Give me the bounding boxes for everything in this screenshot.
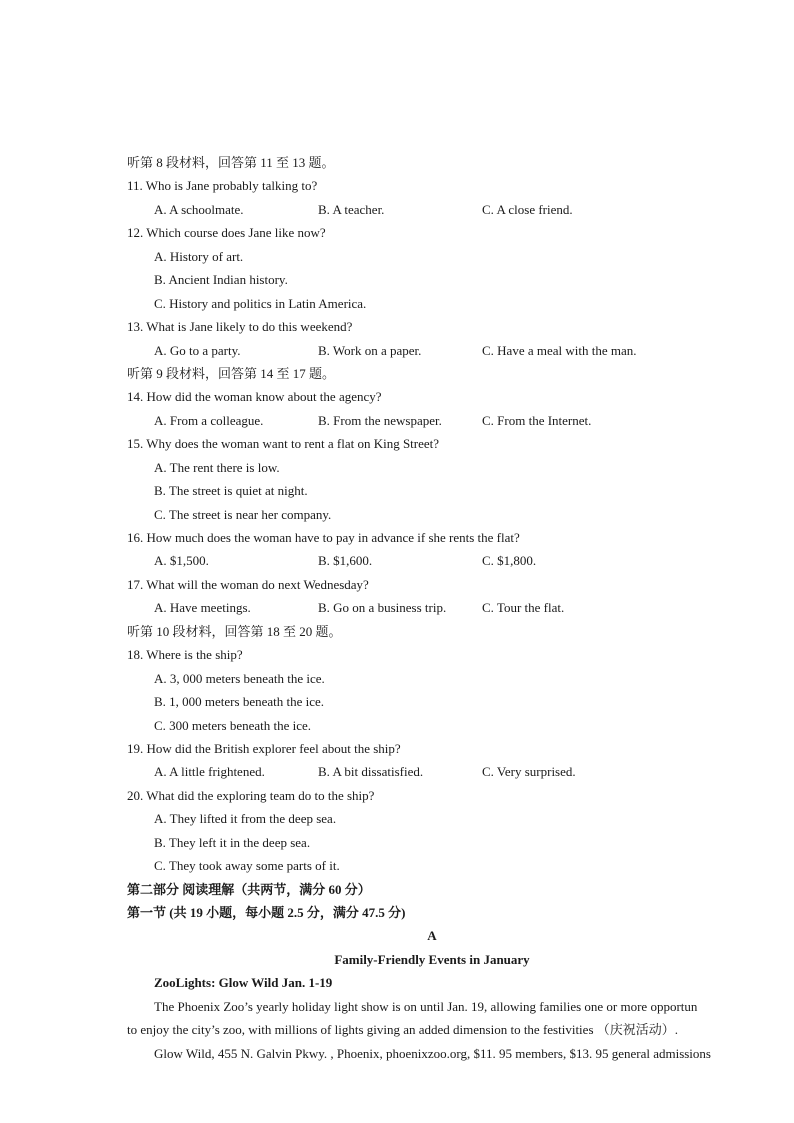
option-c: C. 300 meters beneath the ice. xyxy=(154,717,312,733)
option-a: A. A little frightened. xyxy=(154,764,265,780)
option-b: B. The street is quiet at night. xyxy=(154,483,308,499)
question-18: 18. Where is the ship? xyxy=(127,647,243,663)
options-row xyxy=(127,409,737,432)
option-c: C. From the Internet. xyxy=(482,412,592,428)
option-b: B. A teacher. xyxy=(318,201,385,217)
question-11: 11. Who is Jane probably talking to? xyxy=(127,178,318,194)
option-c: C. Very surprised. xyxy=(482,764,576,780)
option-c: C. History and politics in Latin America. xyxy=(154,295,367,311)
question-20: 20. What did the exploring team do to the ship? xyxy=(127,787,375,803)
options-row xyxy=(127,339,737,362)
option-c: C. They took away some parts of it. xyxy=(154,858,340,874)
option-b: B. They left it in the deep sea. xyxy=(154,834,311,850)
option-b: B. $1,600. xyxy=(318,553,373,569)
section-heading: 第一节 (共 19 小题，每小题 2.5 分，满分 47.5 分) xyxy=(127,905,406,920)
options-row xyxy=(127,198,737,221)
option-b: B. 1, 000 meters beneath the ice. xyxy=(154,694,325,710)
option-b: B. Go on a business trip. xyxy=(318,600,447,616)
paragraph-line: Glow Wild, 455 N. Galvin Pkwy. , Phoenix, phoenixzoo.org, $11. 95 members, $13. 95 general admissions xyxy=(154,1045,711,1061)
option-a: A. From a colleague. xyxy=(154,412,264,428)
option-b: B. From the newspaper. xyxy=(318,412,442,428)
passage-letter: A xyxy=(427,928,437,944)
paragraph-line: The Phoenix Zoo’s yearly holiday light show is on until Jan. 19, allowing families one or more opportun xyxy=(154,998,698,1014)
option-c: C. Have a meal with the man. xyxy=(482,342,637,358)
option-c: C. A close friend. xyxy=(482,201,573,217)
option-b: B. Work on a paper. xyxy=(318,342,422,358)
question-19: 19. How did the British explorer feel about the ship? xyxy=(127,740,401,756)
option-c: C. Tour the flat. xyxy=(482,600,565,616)
question-16: 16. How much does the woman have to pay in advance if she rents the flat? xyxy=(127,530,520,545)
options-row xyxy=(127,596,737,619)
question-13: 13. What is Jane likely to do this weekend? xyxy=(127,319,353,335)
options-row xyxy=(127,549,737,572)
option-a: A. History of art. xyxy=(154,248,244,264)
option-a: A. The rent there is low. xyxy=(154,459,280,475)
option-a: A. $1,500. xyxy=(154,553,209,569)
options-row xyxy=(127,760,737,783)
section-instruction: 听第 8 段材料，回答第 11 至 13 题。 xyxy=(127,155,335,170)
section-instruction: 听第 9 段材料，回答第 14 至 17 题。 xyxy=(127,365,336,381)
option-b: B. A bit dissatisfied. xyxy=(318,764,424,780)
exam-page xyxy=(127,151,737,1065)
paragraph-line: to enjoy the city’s zoo, with millions of lights giving an added dimension to the festivities （庆祝活动）. xyxy=(127,1022,679,1038)
event-title: ZooLights: Glow Wild Jan. 1-19 xyxy=(154,975,333,991)
question-14: 14. How did the woman know about the agency? xyxy=(127,389,382,405)
option-a: A. Go to a party. xyxy=(154,342,241,358)
option-b: B. Ancient Indian history. xyxy=(154,272,288,288)
option-c: C. $1,800. xyxy=(482,553,537,569)
option-c: C. The street is near her company. xyxy=(154,506,332,522)
option-a: A. 3, 000 meters beneath the ice. xyxy=(154,670,325,686)
option-a: A. Have meetings. xyxy=(154,600,251,616)
section-instruction: 听第 10 段材料，回答第 18 至 20 题。 xyxy=(127,623,342,639)
question-12: 12. Which course does Jane like now? xyxy=(127,225,326,241)
part-heading: 第二部分 阅读理解（共两节，满分 60 分） xyxy=(127,881,371,897)
question-17: 17. What will the woman do next Wednesday? xyxy=(127,576,369,592)
passage-title: Family-Friendly Events in January xyxy=(334,951,530,967)
option-a: A. A schoolmate. xyxy=(154,201,244,217)
question-15: 15. Why does the woman want to rent a flat on King Street? xyxy=(127,436,440,452)
option-a: A. They lifted it from the deep sea. xyxy=(154,811,337,827)
